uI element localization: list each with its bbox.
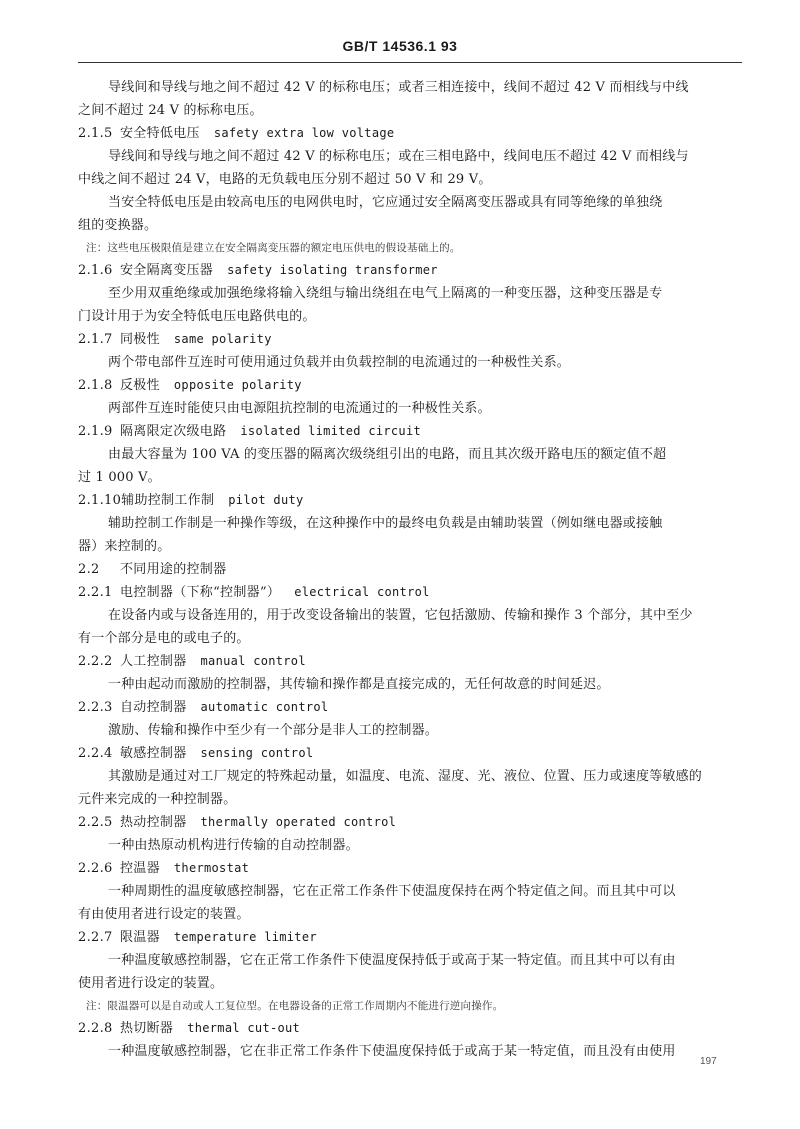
paragraph-line: 一种温度敏感控制器，它在非正常工作条件下使温度保持低于或高于某一特定值，而且没有由使用 bbox=[108, 1044, 676, 1059]
term-chinese: 辅助控制工作制 bbox=[121, 493, 215, 508]
paragraph-line: 之间不超过 24 V 的标称电压。 bbox=[78, 103, 263, 118]
term-chinese: 安全特低电压 bbox=[120, 126, 200, 141]
term-chinese: 隔离限定次级电路 bbox=[120, 424, 227, 439]
term-chinese: 反极性 bbox=[120, 378, 160, 393]
paragraph-line: 至少用双重绝缘或加强绝缘将输入绕组与输出绕组在电气上隔离的一种变压器，这种变压器是专 bbox=[108, 286, 663, 301]
section-heading bbox=[78, 1021, 744, 1044]
section-heading bbox=[78, 332, 744, 355]
paragraph-line: 由最大容量为 100 VA 的变压器的隔离次级绕组引出的电路，而且其次级开路电压的额定值不超 bbox=[108, 447, 667, 462]
paragraph-line: 两部件互连时能使只由电源阻抗控制的电流通过的一种极性关系。 bbox=[108, 401, 491, 416]
section-number: 2.2.5 bbox=[78, 815, 113, 830]
section-number: 2.1.10 bbox=[78, 493, 122, 508]
section-number: 2.2.7 bbox=[78, 930, 113, 945]
term-english: thermostat bbox=[173, 861, 250, 875]
section-heading bbox=[78, 493, 744, 516]
standard-header: GB/T 14536.1 93 bbox=[342, 38, 458, 54]
section-heading bbox=[78, 263, 744, 286]
section-heading bbox=[78, 746, 744, 769]
paragraph-line: 器）来控制的。 bbox=[78, 539, 171, 554]
term-chinese: 控温器 bbox=[120, 861, 160, 876]
paragraph-line: 有由使用者进行设定的装置。 bbox=[78, 907, 250, 922]
section-number: 2.1.6 bbox=[78, 263, 113, 278]
note-line: 注：限温器可以是自动或人工复位型。在电器设备的正常工作周期内不能进行逆向操作。 bbox=[86, 1000, 504, 1012]
paragraph-line: 当安全特低电压是由较高电压的电网供电时，它应通过安全隔离变压器或具有同等绝缘的单独绕 bbox=[108, 195, 663, 210]
paragraph-line: 激励、传输和操作中至少有一个部分是非人工的控制器。 bbox=[108, 723, 439, 738]
paragraph-line: 元件来完成的一种控制器。 bbox=[78, 792, 237, 807]
section-number: 2.2.2 bbox=[78, 654, 113, 669]
term-chinese: 热切断器 bbox=[120, 1021, 174, 1036]
paragraph-line: 在设备内或与设备连用的，用于改变设备输出的装置，它包括激励、传输和操作 3 个部分，其中至少 bbox=[108, 608, 693, 623]
paragraph-line: 门设计用于为安全特低电压电路供电的。 bbox=[78, 309, 316, 324]
paragraph-line: 两个带电部件互连时可使用通过负载并由负载控制的电流通过的一种极性关系。 bbox=[108, 355, 571, 370]
term-chinese: 限温器 bbox=[120, 930, 160, 945]
term-chinese: 敏感控制器 bbox=[120, 746, 187, 761]
paragraph-line: 组的变换器。 bbox=[78, 218, 158, 233]
section-number: 2.1.9 bbox=[78, 424, 113, 439]
section-number: 2.1.5 bbox=[78, 126, 113, 141]
paragraph-line: 有一个部分是电的或电子的。 bbox=[78, 631, 250, 646]
paragraph-line: 导线间和导线与地之间不超过 42 V 的标称电压；或者三相连接中，线间不超过 42 V 而相线与中线 bbox=[108, 80, 689, 95]
document-body bbox=[78, 80, 744, 1067]
paragraph-line: 一种由热原动机构进行传输的自动控制器。 bbox=[108, 838, 359, 853]
paragraph-line: 过 1 000 V。 bbox=[78, 470, 161, 485]
section-number: 2.1.7 bbox=[78, 332, 113, 347]
term-english: automatic control bbox=[200, 700, 329, 714]
header-rule bbox=[78, 62, 742, 63]
term-chinese: 自动控制器 bbox=[120, 700, 187, 715]
section-number: 2.2.6 bbox=[78, 861, 113, 876]
paragraph-line: 其激励是通过对工厂规定的特殊起动量，如温度、电流、湿度、光、液位、位置、压力或速度等敏感的 bbox=[108, 769, 703, 784]
section-heading bbox=[78, 424, 744, 447]
section-number: 2.2.8 bbox=[78, 1021, 113, 1036]
paragraph-line: 一种周期性的温度敏感控制器，它在正常工作条件下使温度保持在两个特定值之间。而且其中可以 bbox=[108, 884, 676, 899]
term-english: thermally operated control bbox=[200, 815, 397, 829]
term-chinese: 不同用途的控制器 bbox=[120, 562, 227, 577]
term-chinese: 电控制器（下称“控制器”） bbox=[120, 585, 281, 600]
note-line: 注：这些电压极限值是建立在安全隔离变压器的额定电压供电的假设基础上的。 bbox=[86, 242, 461, 254]
term-english: electrical control bbox=[294, 585, 430, 599]
term-english: pilot duty bbox=[228, 493, 304, 507]
term-english: safety isolating transformer bbox=[227, 263, 438, 277]
section-heading bbox=[78, 378, 744, 401]
paragraph-line: 辅助控制工作制是一种操作等级，在这种操作中的最终电负载是由辅助装置（例如继电器或接触 bbox=[108, 516, 663, 531]
term-english: same polarity bbox=[173, 332, 272, 346]
term-english: opposite polarity bbox=[173, 378, 302, 392]
paragraph-line: 一种温度敏感控制器，它在正常工作条件下使温度保持低于或高于某一特定值。而且其中可以有由 bbox=[108, 953, 676, 968]
paragraph-line: 导线间和导线与地之间不超过 42 V 的标称电压；或在三相电路中，线间电压不超过 42 V 而相线与 bbox=[108, 149, 689, 164]
term-chinese: 热动控制器 bbox=[120, 815, 187, 830]
term-english: safety extra low voltage bbox=[213, 126, 395, 140]
section-number: 2.2 bbox=[78, 562, 100, 577]
paragraph-line: 使用者进行设定的装置。 bbox=[78, 976, 224, 991]
term-english: sensing control bbox=[200, 746, 314, 760]
paragraph-line: 一种由起动而激励的控制器，其传输和操作都是直接完成的，无任何故意的时间延迟。 bbox=[108, 677, 610, 692]
section-heading bbox=[78, 815, 744, 838]
section-number: 2.2.1 bbox=[78, 585, 113, 600]
section-heading bbox=[78, 126, 744, 149]
section-number: 2.1.8 bbox=[78, 378, 113, 393]
term-english: temperature limiter bbox=[173, 930, 317, 944]
term-chinese: 安全隔离变压器 bbox=[120, 263, 214, 278]
section-heading bbox=[78, 562, 744, 585]
page-number: 197 bbox=[700, 1056, 717, 1067]
term-english: isolated limited circuit bbox=[240, 424, 421, 438]
term-english: thermal cut-out bbox=[187, 1021, 301, 1035]
section-heading bbox=[78, 585, 744, 608]
term-chinese: 人工控制器 bbox=[120, 654, 187, 669]
term-chinese: 同极性 bbox=[120, 332, 160, 347]
section-heading bbox=[78, 654, 744, 677]
section-number: 2.2.3 bbox=[78, 700, 113, 715]
section-heading bbox=[78, 930, 744, 953]
section-number: 2.2.4 bbox=[78, 746, 113, 761]
section-heading bbox=[78, 861, 744, 884]
term-english: manual control bbox=[200, 654, 306, 668]
section-heading bbox=[78, 700, 744, 723]
paragraph-line: 中线之间不超过 24 V，电路的无负载电压分别不超过 50 V 和 29 V。 bbox=[78, 172, 492, 187]
